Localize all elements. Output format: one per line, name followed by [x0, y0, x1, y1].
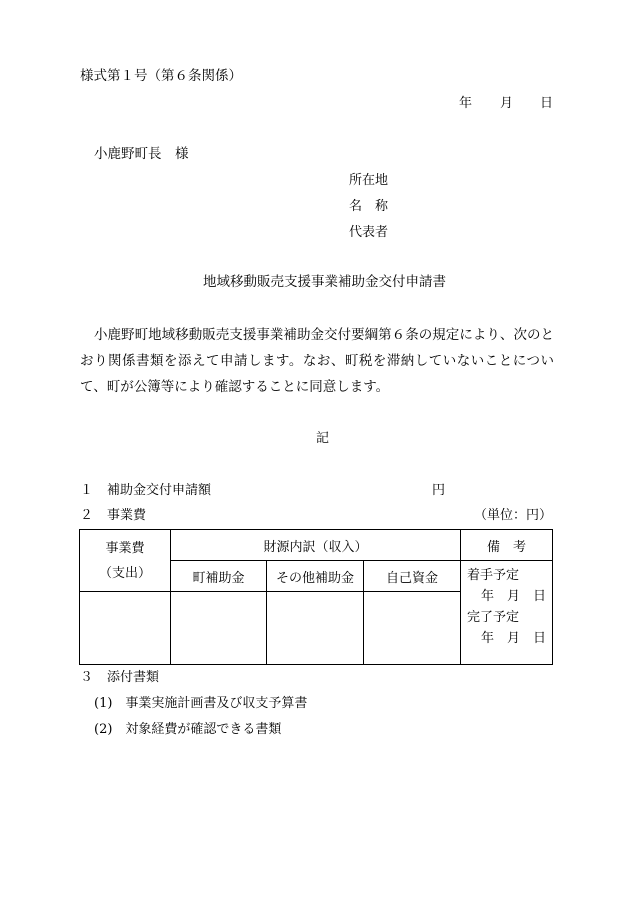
header-remarks: 備 考: [461, 530, 553, 561]
header-expense-label: 事業費: [105, 540, 145, 556]
cell-other-subsidy-value: [267, 592, 364, 665]
header-funding: 財源内訳（収入）: [171, 530, 461, 561]
applicant-representative-label: 代表者: [349, 225, 389, 240]
date-month: 月: [500, 96, 514, 111]
document-title: 地域移動販売支援事業補助金交付申請書: [203, 274, 446, 290]
remarks-start-date: 年 月 日: [481, 589, 547, 604]
application-body: 小鹿野町地域移動販売支援事業補助金交付要綱第６条の規定により、次のとおり関係書類を添えて申請します。なお、町税を滞納していないことについて、町が公簿等により確認することに同意します。: [80, 327, 554, 395]
date-year: 年: [459, 96, 473, 111]
header-expense-cell: [80, 530, 171, 592]
item2-label: 事業費: [107, 508, 147, 523]
col-town-subsidy: 町補助金: [171, 561, 267, 592]
remarks-end-date: 年 月 日: [481, 631, 547, 646]
date-day: 日: [540, 96, 554, 111]
cell-own-funds-value: [364, 592, 461, 665]
item1-number: １: [80, 483, 94, 498]
col-own-funds: 自己資金: [364, 561, 461, 592]
cell-expense-value: [80, 592, 171, 665]
form-number: 様式第１号（第６条関係）: [80, 68, 242, 84]
header-expense-sublabel: （支出）: [98, 565, 151, 581]
cell-town-subsidy-value: [171, 592, 267, 665]
item2-unit-note: （単位：円）: [474, 508, 553, 523]
remarks-end-label: 完了予定: [467, 610, 520, 625]
applicant-name-label: 名 称: [349, 199, 389, 214]
table-header-row: [80, 530, 553, 561]
item3-number: ３: [80, 670, 94, 685]
remarks-cell: [461, 561, 553, 665]
attached-doc-2: (2) 対象経費が確認できる書類: [94, 722, 282, 737]
item3-label: 添付書類: [107, 670, 160, 685]
budget-table: [79, 529, 553, 665]
ki-heading: 記: [316, 431, 330, 446]
addressee: 小鹿野町長 様: [94, 146, 189, 162]
item1-unit: 円: [432, 483, 446, 498]
attached-doc-1: (1) 事業実施計画書及び収支予算書: [94, 696, 308, 711]
applicant-address-label: 所在地: [349, 173, 389, 188]
item1-label: 補助金交付申請額: [107, 483, 212, 498]
item2-number: ２: [80, 508, 94, 523]
col-other-subsidy: その他補助金: [267, 561, 364, 592]
remarks-start-label: 着手予定: [467, 568, 520, 583]
